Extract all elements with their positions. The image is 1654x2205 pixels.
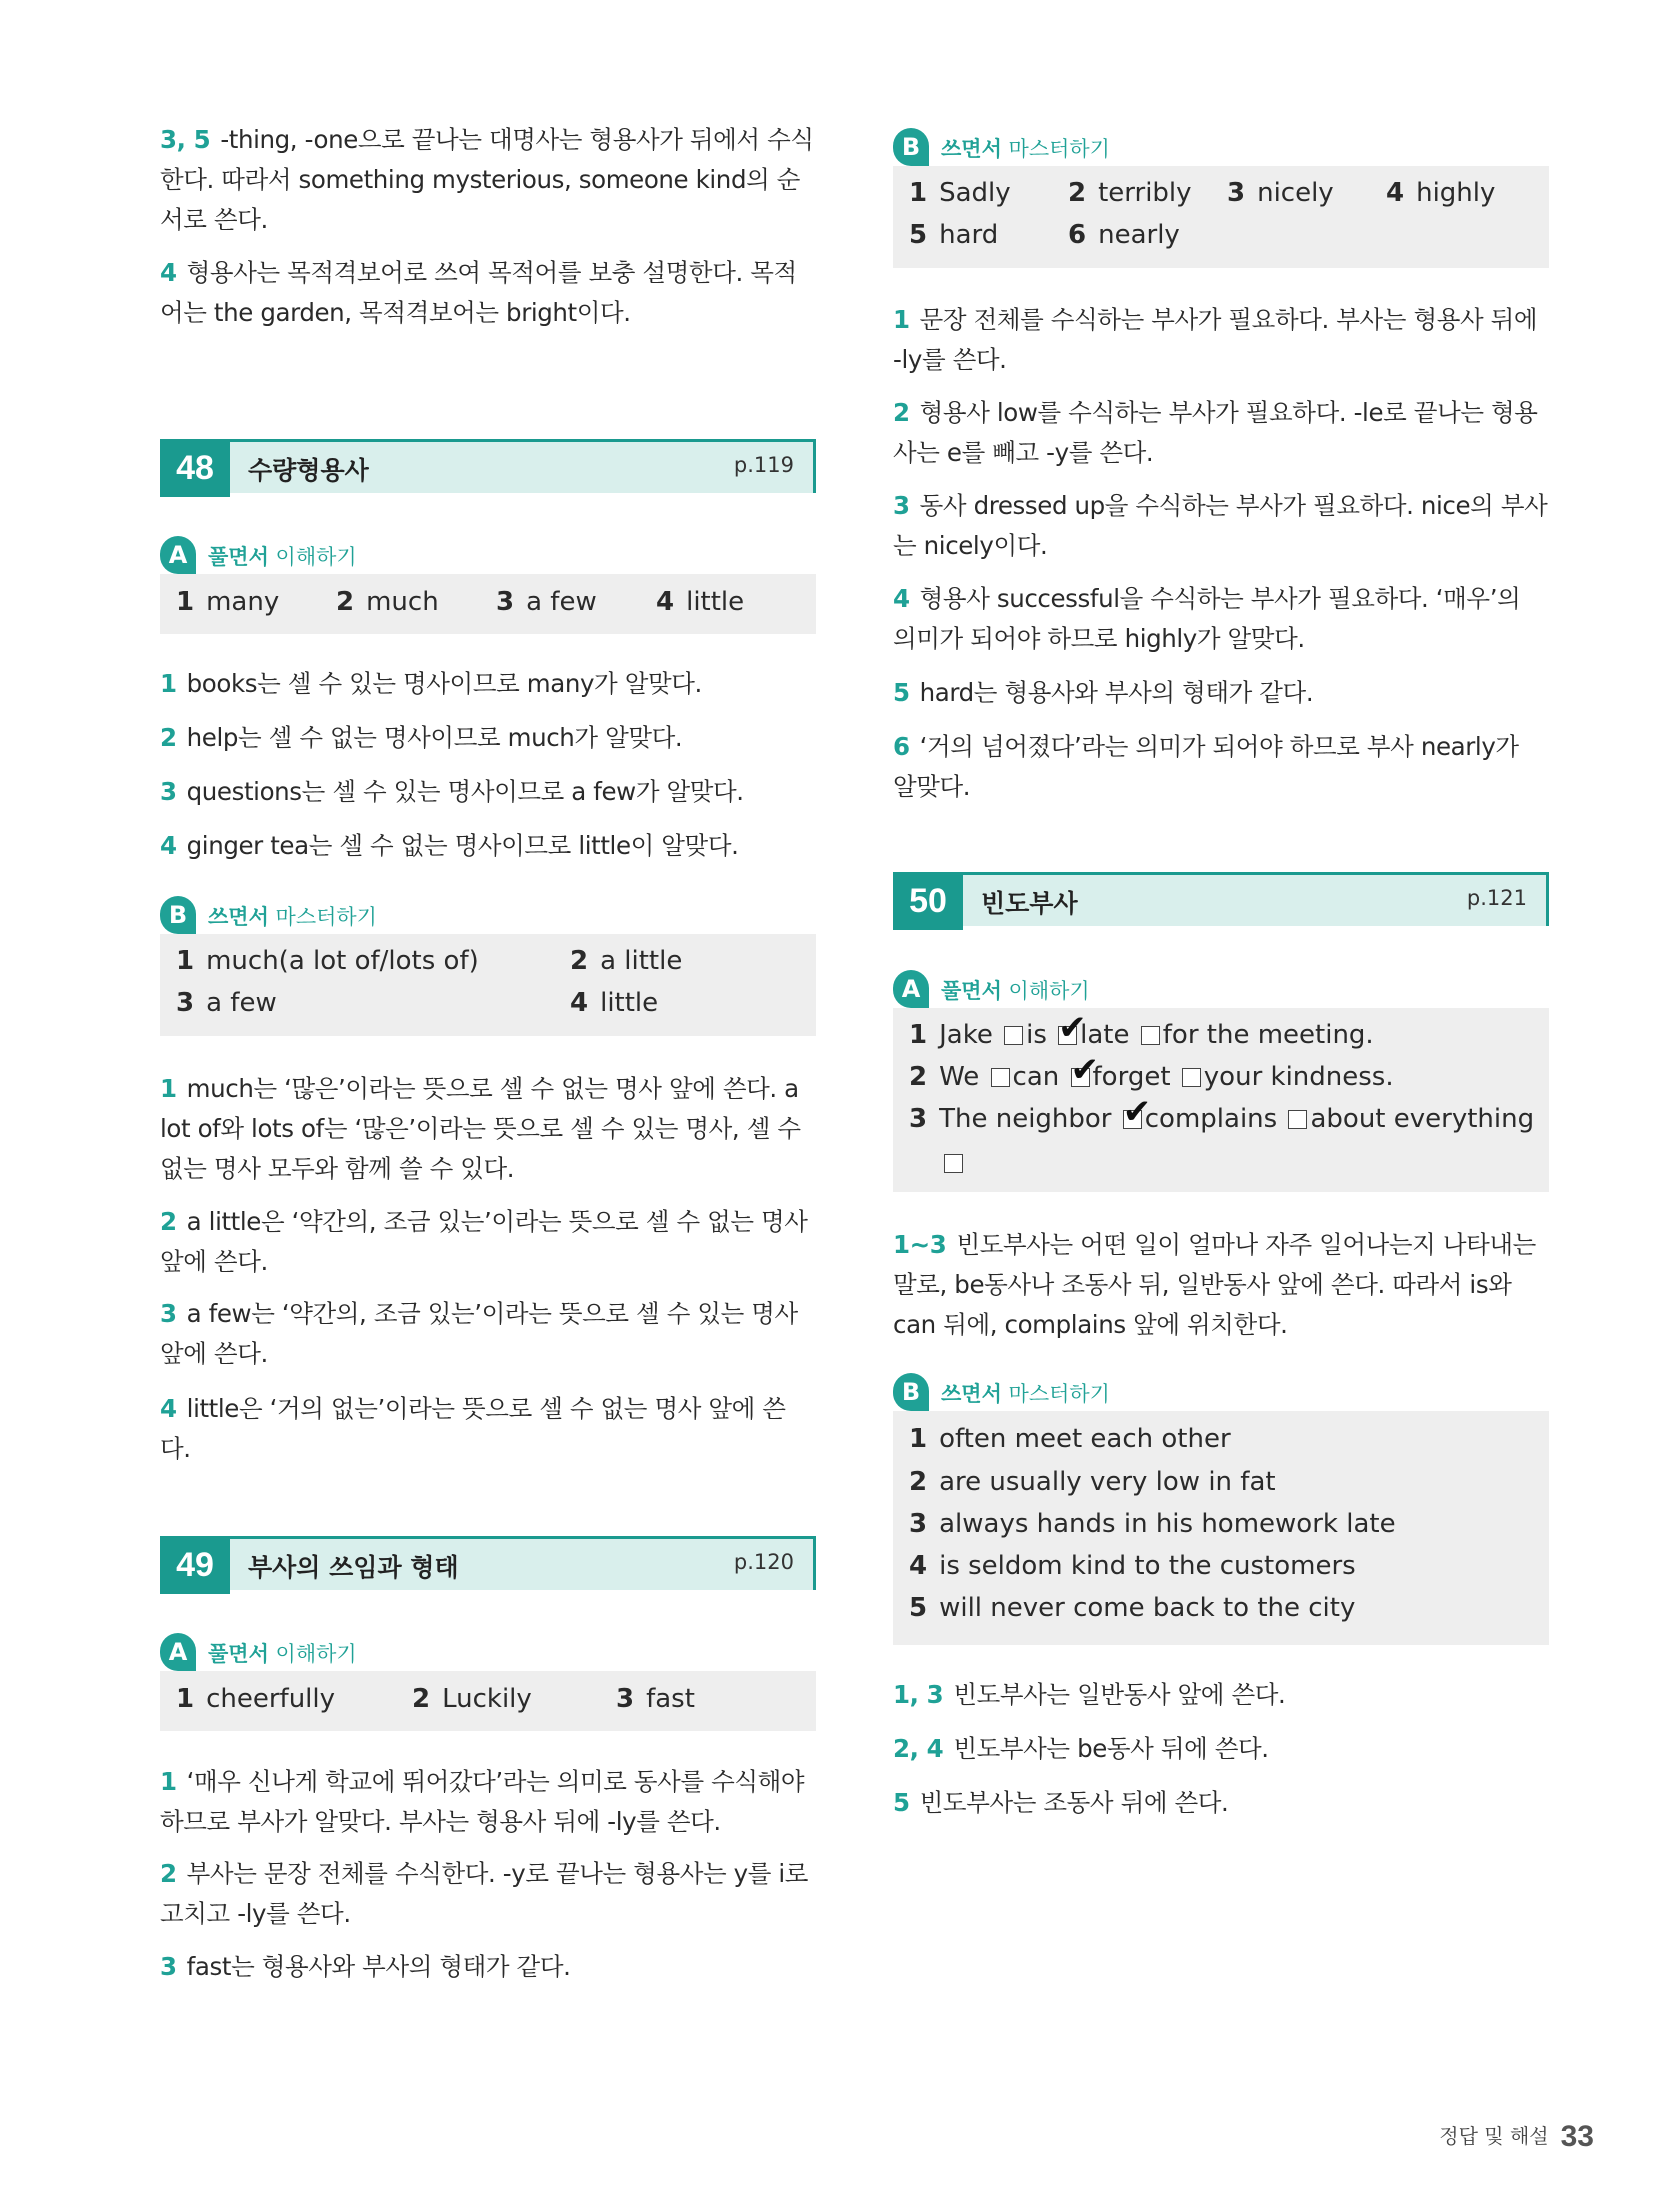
unit-48-header: [160, 439, 816, 497]
checkmark-icon: ✔: [1058, 1008, 1087, 1048]
unit-title: 빈도부사: [981, 889, 1078, 918]
answer-item: 2 much: [336, 587, 439, 617]
section-letter: A: [893, 970, 929, 1008]
footer-label: 정답 및 해설: [1439, 2124, 1549, 2148]
page-footer: [1439, 2120, 1594, 2154]
intro-explanation-2: 4 형용사는 목적격보어로 쓰여 목적어를 보충 설명한다. 목적어는 the garden, 목적격보어는 bright이다.: [160, 258, 797, 327]
unit-title: 수량형용사: [248, 456, 369, 485]
intro-explanation-1: 3, 5 -thing, -one으로 끝나는 대명사는 형용사가 뒤에서 수식한다. 따라서 something mysterious, someone kind의 순서로 쓴다.: [160, 125, 814, 234]
unit-number: 49: [160, 1536, 230, 1594]
unit-number: 50: [893, 872, 963, 930]
explanation: 2 부사는 문장 전체를 수식한다. -y로 끝나는 형용사는 y를 i로 고치고 -ly를 쓴다.: [160, 1859, 809, 1928]
answer-item: 3 nicely: [1227, 178, 1334, 208]
unit-page-ref: p.119: [733, 453, 794, 477]
answer-box: [893, 166, 1549, 268]
section-letter: B: [160, 896, 196, 934]
explanation: 4 little은 ‘거의 없는’이라는 뜻으로 셀 수 없는 명사 앞에 쓴다.: [160, 1394, 786, 1463]
checkmark-icon: ✔: [1070, 1050, 1100, 1090]
checkbox-checked: [1070, 1050, 1100, 1090]
checkbox-checked: [1122, 1092, 1152, 1132]
answer-item: 2 a little: [570, 946, 683, 976]
answer-item: 4 highly: [1386, 178, 1496, 208]
section-letter: B: [893, 128, 929, 166]
answer-row: 1 Jake is ✔ late for the meeting.: [909, 1008, 1374, 1050]
answer-item: 3 always hands in his homework late: [909, 1509, 1396, 1539]
answer-item: 5 will never come back to the city: [909, 1593, 1356, 1623]
answer-item: 3 fast: [616, 1684, 695, 1714]
answer-item: 2 are usually very low in fat: [909, 1467, 1276, 1497]
answer-item: 3 a few: [176, 988, 277, 1018]
section-letter: A: [160, 1633, 196, 1671]
checkbox-empty: [1288, 1110, 1307, 1129]
answer-item: 3 a few: [496, 587, 597, 617]
checkbox-empty: [991, 1068, 1010, 1087]
explanation: 1 much는 ‘많은’이라는 뜻으로 셀 수 없는 명사 앞에 쓴다. a lot of와 lots of는 ‘많은’이라는 뜻으로 셀 수 있는 명사, 셀 수 없는 명사 모두와 함께 쓸 수 있다.: [160, 1074, 801, 1183]
checkbox-empty: [1004, 1026, 1023, 1045]
answer-item: 4 is seldom kind to the customers: [909, 1551, 1356, 1581]
explanation: 4 형용사 successful을 수식하는 부사가 필요하다. ‘매우’의 의미가 되어야 하므로 highly가 알맞다.: [893, 584, 1521, 653]
explanation: 5 hard는 형용사와 부사의 형태가 같다.: [893, 678, 1314, 707]
explanation: 5 빈도부사는 조동사 뒤에 쓴다.: [893, 1788, 1229, 1817]
answer-row: 2 We can ✔ forget your kindness.: [909, 1050, 1394, 1092]
answer-item: 1 many: [176, 587, 280, 617]
unit-50-header: [893, 872, 1549, 930]
explanation: 2 help는 셀 수 없는 명사이므로 much가 알맞다.: [160, 723, 683, 752]
answer-row: [941, 1148, 966, 1178]
unit-page-ref: p.120: [733, 1550, 794, 1574]
unit-number: 48: [160, 439, 230, 497]
answer-item: 1 cheerfully: [176, 1684, 336, 1714]
answer-item: 4 little: [570, 988, 659, 1018]
page-number: 33: [1560, 2120, 1594, 2153]
explanation: 3 동사 dressed up을 수식하는 부사가 필요하다. nice의 부사는 nicely이다.: [893, 491, 1548, 560]
answer-box: [160, 1671, 816, 1731]
unit-title: 부사의 쓰임과 형태: [248, 1553, 459, 1582]
answer-item: 6 nearly: [1068, 220, 1180, 250]
unit-page-ref: p.121: [1466, 886, 1527, 910]
explanation: 1 ‘매우 신나게 학교에 뛰어갔다’라는 의미로 동사를 수식해야 하므로 부사가 알맞다. 부사는 형용사 뒤에 -ly를 쓴다.: [160, 1767, 805, 1836]
section-letter: B: [893, 1373, 929, 1411]
answer-item: 1 often meet each other: [909, 1424, 1231, 1454]
explanation: 3 a few는 ‘약간의, 조금 있는’이라는 뜻으로 셀 수 있는 명사 앞에 쓴다.: [160, 1299, 798, 1368]
checkmark-icon: ✔: [1122, 1092, 1152, 1132]
answer-row: 3 The neighbor ✔ complains about everything: [909, 1092, 1535, 1134]
explanation: 4 ginger tea는 셀 수 없는 명사이므로 little이 알맞다.: [160, 831, 739, 860]
explanation: 3 fast는 형용사와 부사의 형태가 같다.: [160, 1952, 571, 1981]
explanation: 3 questions는 셀 수 있는 명사이므로 a few가 알맞다.: [160, 777, 744, 806]
answer-item: 4 little: [656, 587, 745, 617]
explanation: 2, 4 빈도부사는 be동사 뒤에 쓴다.: [893, 1734, 1269, 1763]
answer-item: 1 Sadly: [909, 178, 1011, 208]
explanation: 1, 3 빈도부사는 일반동사 앞에 쓴다.: [893, 1680, 1286, 1709]
explanation: 1~3 빈도부사는 어떤 일이 얼마나 자주 일어나는지 나타내는 말로, be동사나 조동사 뒤, 일반동사 앞에 쓴다. 따라서 is와 can 뒤에, complains 앞에 위치한다.: [893, 1230, 1536, 1339]
answer-item: 5 hard: [909, 220, 999, 250]
answer-box: [160, 574, 816, 634]
checkbox-empty: [1182, 1068, 1201, 1087]
answer-box: [160, 934, 816, 1036]
answer-box: [893, 1008, 1549, 1192]
checkbox-empty: [944, 1154, 963, 1173]
unit-49-header: [160, 1536, 816, 1594]
checkbox-checked: [1058, 1008, 1087, 1048]
explanation: 2 a little은 ‘약간의, 조금 있는’이라는 뜻으로 셀 수 없는 명사 앞에 쓴다.: [160, 1207, 808, 1276]
checkbox-empty: [1141, 1026, 1160, 1045]
answer-box: [893, 1411, 1549, 1645]
explanation: 6 ‘거의 넘어졌다’라는 의미가 되어야 하므로 부사 nearly가 알맞다.: [893, 732, 1519, 801]
explanation: 2 형용사 low를 수식하는 부사가 필요하다. -le로 끝나는 형용사는 e를 빼고 -y를 쓴다.: [893, 398, 1538, 467]
answer-item: 2 terribly: [1068, 178, 1192, 208]
section-letter: A: [160, 536, 196, 574]
answer-item: 2 Luckily: [412, 1684, 532, 1714]
explanation: 1 books는 셀 수 있는 명사이므로 many가 알맞다.: [160, 669, 702, 698]
explanation: 1 문장 전체를 수식하는 부사가 필요하다. 부사는 형용사 뒤에 -ly를 쓴다.: [893, 305, 1538, 374]
answer-item: 1 much(a lot of/lots of): [176, 946, 479, 976]
